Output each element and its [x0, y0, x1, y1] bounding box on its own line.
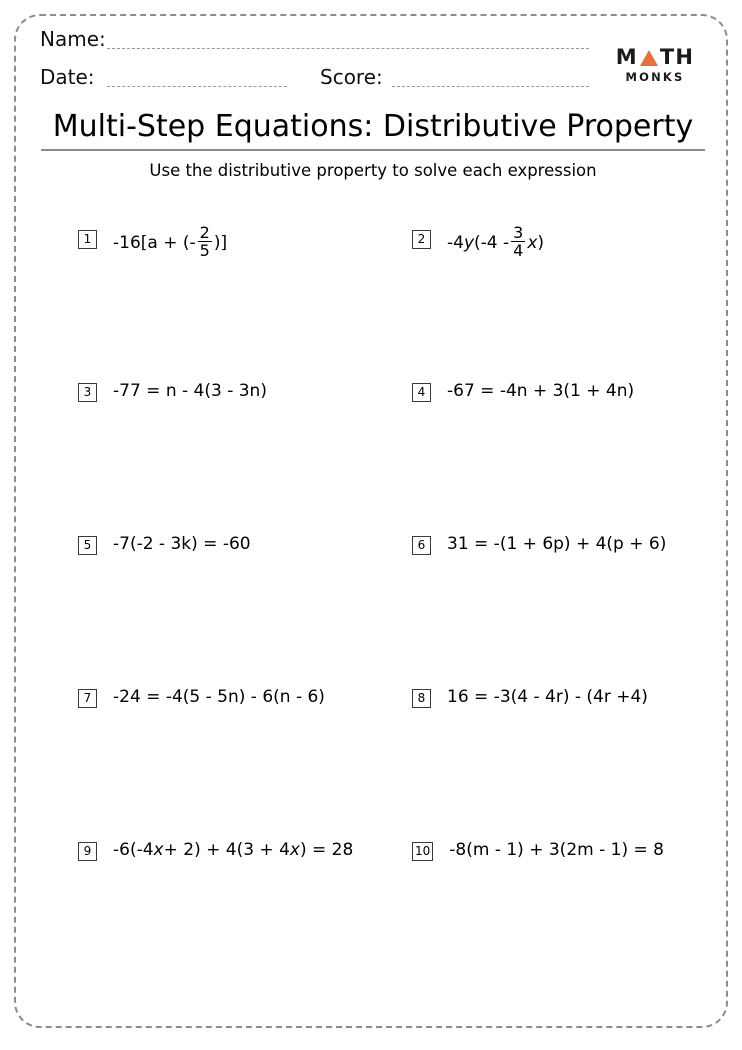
expression-text: -7(-2 - 3k) = -60: [113, 534, 251, 554]
variable: x: [527, 232, 538, 253]
problem-7: [78, 685, 325, 725]
problem-expression: [449, 838, 664, 862]
problem-10: [412, 838, 664, 878]
fraction-denominator: 4: [513, 241, 524, 260]
problem-number-badge: 8: [412, 689, 431, 708]
variable: x: [289, 840, 300, 860]
problem-expression: [113, 685, 325, 709]
date-label: Date:: [40, 65, 95, 89]
problem-expression: [447, 379, 634, 403]
score-input-line[interactable]: [392, 86, 589, 87]
expression-text: 31 = -(1 + 6p) + 4(p + 6): [447, 534, 667, 554]
problem-number-badge: 6: [412, 536, 431, 555]
problem-number-badge: 2: [412, 230, 431, 249]
problem-5: [78, 532, 251, 572]
page-title: Multi-Step Equations: Distributive Property: [52, 109, 694, 144]
date-input-line[interactable]: [107, 86, 287, 87]
expression-text: + 2) + 4(3 + 4: [163, 840, 290, 860]
expression-text: -77 = n - 4(3 - 3n): [113, 381, 267, 401]
problem-expression: [113, 838, 353, 862]
expression-text: -24 = -4(5 - 5n) - 6(n - 6): [113, 687, 325, 707]
problem-9: [78, 838, 353, 878]
orange-triangle-letter-a-icon: [640, 50, 658, 66]
problem-number-badge: 3: [78, 383, 97, 402]
problem-expression: [113, 532, 251, 556]
problem-number-badge: 10: [412, 842, 433, 861]
expression-text: -4: [447, 232, 464, 253]
name-input-line[interactable]: [107, 48, 589, 49]
logo-wordmark-bottom: MONKS: [625, 70, 685, 84]
problem-expression: [113, 223, 228, 260]
expression-text: 16 = -3(4 - 4r) - (4r +4): [447, 687, 648, 707]
logo-letter-m: M: [615, 45, 638, 69]
fraction: [511, 225, 525, 258]
problem-1: [78, 223, 228, 266]
problem-row: [0, 838, 742, 991]
variable: y: [463, 232, 475, 253]
title-underline: [41, 149, 705, 151]
problem-expression: [447, 532, 666, 556]
name-field-row: [40, 26, 702, 56]
problem-row: [0, 223, 742, 379]
problem-number-badge: 9: [78, 842, 97, 861]
problem-4: [412, 379, 634, 419]
expression-text: (-4 -: [474, 232, 510, 253]
expression-text: ) = 28: [299, 840, 354, 860]
problem-3: [78, 379, 267, 419]
problem-number-badge: 1: [78, 230, 97, 249]
expression-text: ): [537, 232, 545, 253]
expression-text: -16[a + (-: [113, 232, 196, 253]
expression-text: )]: [213, 232, 228, 253]
score-label: Score:: [320, 65, 383, 89]
problem-row: [0, 379, 742, 532]
fraction-denominator: 5: [199, 241, 210, 260]
expression-text: -8(m - 1) + 3(2m - 1) = 8: [449, 840, 664, 860]
worksheet-header: [40, 26, 702, 98]
title-block: [41, 108, 705, 151]
problem-expression: [447, 685, 648, 709]
problem-expression: [447, 223, 545, 260]
problem-6: [412, 532, 666, 572]
fraction-numerator: 2: [199, 223, 210, 242]
problem-number-badge: 4: [412, 383, 431, 402]
problem-8: [412, 685, 648, 725]
name-label: Name:: [40, 27, 106, 51]
math-monks-logo: [607, 46, 703, 84]
date-score-field-row: [40, 64, 702, 94]
problem-number-badge: 7: [78, 689, 97, 708]
logo-wordmark-top: [607, 46, 703, 68]
fraction-numerator: 3: [513, 223, 524, 242]
logo-letters-th: TH: [659, 45, 695, 69]
problem-row: [0, 532, 742, 685]
problem-expression: [113, 379, 267, 403]
expression-text: -6(-4: [113, 840, 154, 860]
variable: x: [153, 840, 164, 860]
problem-row: [0, 685, 742, 838]
problem-list: [0, 223, 742, 991]
problem-number-badge: 5: [78, 536, 97, 555]
problem-2: [412, 223, 545, 266]
fraction: [198, 225, 212, 258]
page-subtitle: Use the distributive property to solve each expression: [149, 161, 597, 180]
expression-text: -67 = -4n + 3(1 + 4n): [447, 381, 635, 401]
